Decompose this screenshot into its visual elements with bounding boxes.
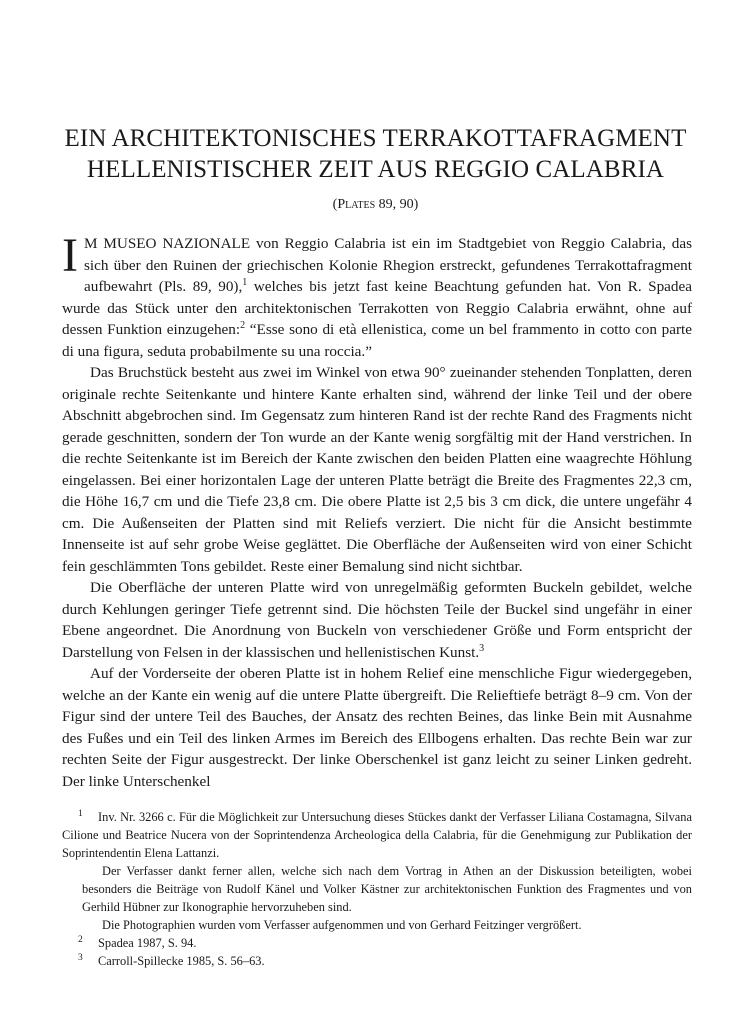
footnote-2: 2 Spadea 1987, S. 94.	[78, 934, 197, 950]
paragraph-1-lead: M MUSEO NAZIONALE	[83, 235, 251, 252]
article-title-line-1: EIN ARCHITEKTONISCHES TERRAKOTTAFRAGMENT	[64, 125, 687, 152]
article-title-line-2: HELLENISTISCHER ZEIT AUS REGGIO CALABRIA	[86, 156, 665, 183]
plates-numbers: 89, 90)	[375, 197, 419, 212]
paragraph-1-text-b: welches bis jetzt fast keine Beachtung gefunden hat. Von R. Spadea wurde das Stück unter den architektonischen Terrakotten von Reggio Calabria erwähnt, ohne auf dessen Funktion einzugehen:	[62, 278, 692, 338]
footnote-2-text: Spadea 1987, S. 94.	[98, 936, 197, 950]
paragraph-2: Das Bruchstück besteht aus zwei im Winkel von etwa 90° zueinander stehenden Tonplatten, deren originale rechte Seitenkante und hintere Kante erhalten sind, während der linke Teil und der obere Abschnitt abgebrochen sind. Im Gegensatz zum hinteren Rand ist der rechte Rand des Fragments nicht gerade geschnitten, sondern der Ton wurde an der Kante wenig sorgfältig mit der Hand verstrichen. In die rechte Seitenkante ist im Bereich der Kante zwischen den beiden Platten eine waagrechte Höhlung eingelassen. Bei einer horizontalen Lage der unteren Platte beträgt die Breite des Fragmentes 22,3 cm, die Höhe 16,7 cm und die Tiefe 23,8 cm. Die obere Platte ist 2,5 bis 3 cm dick, die untere ungefähr 4 cm. Die Außenseiten der Platten sind mit Reliefs verziert. Die nicht für die Ansicht bestimmte Innenseite ist auf sehr grobe Weise geglättet. Die Oberfläche der Außenseiten wird von einer Schicht fein geschlämmten Tons gebildet. Reste einer Bemalung sind nicht sichtbar.	[62, 364, 692, 575]
paragraph-1	[62, 229, 693, 362]
footnote-3: 3 Carroll-Spillecke 1985, S. 56–63.	[78, 952, 265, 968]
article-body	[62, 229, 693, 792]
paragraph-4: Auf der Vorderseite der oberen Platte ist in hohem Relief eine menschliche Figur wiedergegeben, welche an der Kante ein wenig auf die untere Platte übergreift. Die Relieftiefe beträgt 8–9 cm. Von der Figur sind der untere Teil des Bauches, der Ansatz des rechten Beines, das linke Bein mit Ausnahme des Fußes und ein Teil des linken Armes im Bereich des Ellbogens erhalten. Das rechte Bein war zur rechten Seite der Figur ausgestreckt. Der linke Oberschenkel ist ganz leicht zu seiner Linken gedreht. Der linke Unterschenkel	[62, 665, 692, 790]
paragraph-1-text-a: von Reggio Calabria ist ein im Stadtgebiet von Reggio Calabria, das sich über den Ruinen der griechischen Kolonie Rhegion erstreckt, gefundenes Terrakottafragment aufbewahrt (Pls. 89, 90),	[83, 235, 692, 295]
footnote-1-text: Inv. Nr. 3266 c. Für die Möglichkeit zur Untersuchung dieses Stückes dankt der Verfasser Liliana Costamagna, Silvana Cilione und Beatrice Nucera von der Soprintendenza Archeologica della Calabria, für die Genehmigung zur Publikation der Soprintendentin Elena Lattanzi.	[62, 810, 692, 860]
paragraph-1-text-c: “Esse sono di età ellenistica, come un bel frammento in cotto con parte di una figura, seduta probabilmente su una roccia.”	[62, 321, 693, 360]
footnote-ref-3[interactable]: 3	[479, 642, 485, 654]
drop-cap: I	[62, 229, 78, 282]
footnote-ref-1[interactable]: 1	[242, 276, 248, 288]
footnote-1: 1 Inv. Nr. 3266 c. Für die Möglichkeit zur Untersuchung dieses Stückes dankt der Verfasser Liliana Costamagna, Silvana Cilione und Beatrice Nucera von der Soprintendenza Archeologica della Calabria, für die Genehmigung zur Publikation der Soprintendentin Elena Lattanzi.	[62, 808, 692, 860]
plates-open-paren: (	[332, 197, 338, 212]
footnotes	[62, 808, 692, 970]
footnote-1-paragraph-2: Der Verfasser dankt ferner allen, welche sich nach dem Vortrag in Athen an der Diskussion beteiligten, wobei besonders die Beiträge von Rudolf Känel und Volker Kästner zur architektonischen Funktion des Fragmentes und von Gerhild Hübner zur Ikonographie hervorzuheben sind.	[82, 864, 692, 914]
plates-label: Plates	[337, 197, 376, 212]
footnote-ref-2[interactable]: 2	[240, 319, 246, 331]
paragraph-3-text: Die Oberfläche der unteren Platte wird von unregelmäßig geformten Buckeln gebildet, welche durch Kehlungen geringer Tiefe getrennt sind. Die höchsten Teile der Buckel sind ungefähr in einer Ebene angeordnet. Die Anordnung von Buckeln von verschiedener Größe und Form entspricht der Darstellung von Felsen in der klassischen und hellenistischen Kunst.	[62, 579, 692, 661]
footnote-3-text: Carroll-Spillecke 1985, S. 56–63.	[98, 954, 265, 968]
footnote-1-paragraph-3: Die Photographien wurden vom Verfasser aufgenommen und von Gerhard Feitzinger vergrößert.	[102, 918, 582, 932]
paragraph-3	[62, 577, 692, 663]
plates-reference	[0, 197, 751, 213]
